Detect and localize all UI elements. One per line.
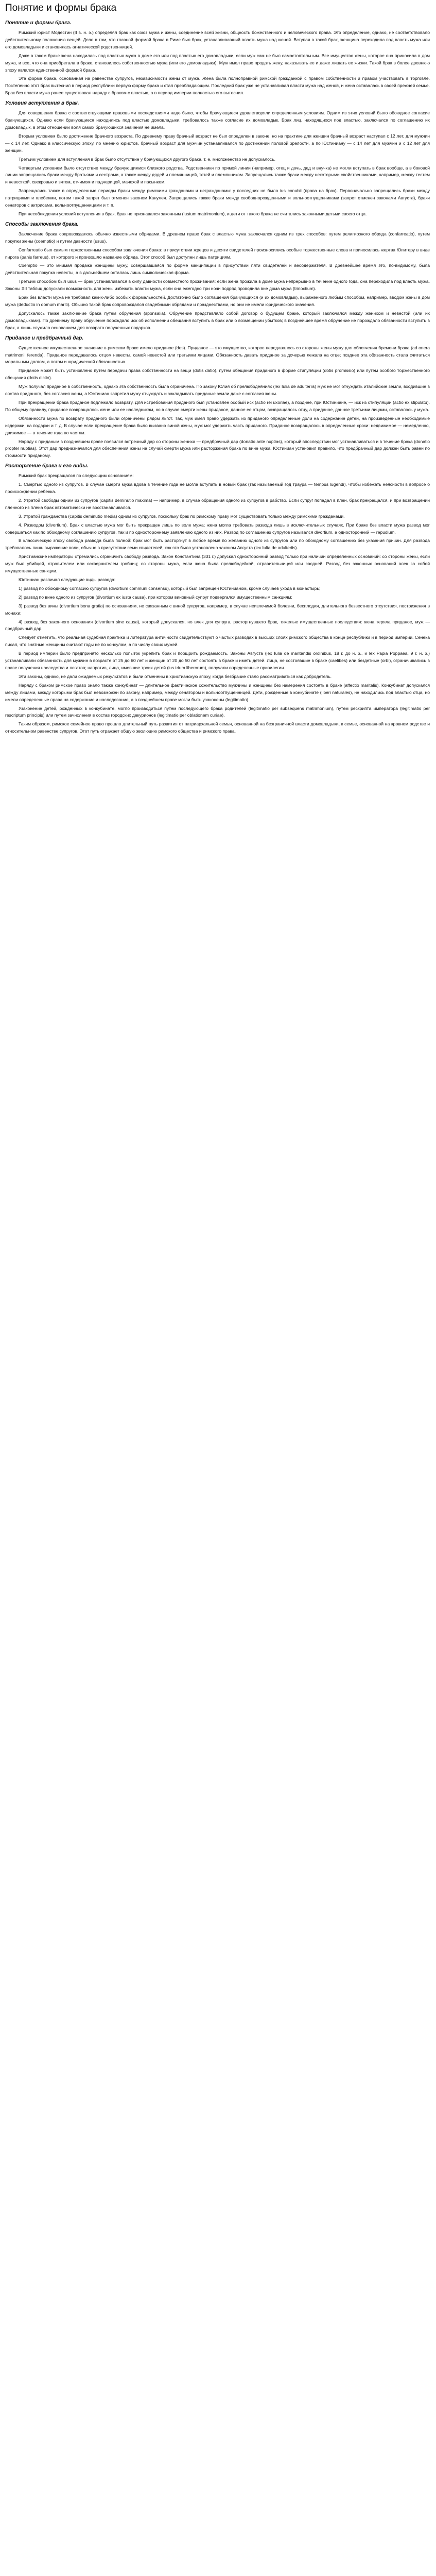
paragraph: 3. Утратой гражданства (capitis deminutio media) одним из супругов, поскольку брак по римскому праву мог существовать только между римскими гражданами. bbox=[19, 513, 345, 519]
paragraph: Coemptio — это мнимая продажа женщины мужу, совершавшаяся по форме манципации в присутствии пяти свидетелей и весодержателя. В древнейшее время это, по-видимому, была действительная покупка невесты, а в дальнейшем осталась лишь символическая форма. bbox=[5, 263, 430, 276]
section-heading: Условия вступления в брак. bbox=[5, 100, 79, 107]
paragraph: Узаконение детей, рожденных в конкубинате, могло производиться путем последующего брака родителей (legitimatio per subsequens matrimonium), путем рескрипта императора (legitimatio per rescriptum principis) или путем зачисления в состав городских декурионов (legitimatio per oblationem curiae). bbox=[5, 705, 430, 718]
paragraph: Следует отметить, что реальная судебная практика и литература античности свидетельствуют о частых разводах в высших слоях римского общества в конце республики и в период империи. Сенека писал, что знатные женщины считают годы не по консулам, а по числу своих мужей. bbox=[5, 635, 430, 648]
section-heading: Понятие и формы брака. bbox=[5, 20, 72, 26]
document bbox=[0, 0, 436, 742]
paragraph: 2) развод по вине одного из супругов (divortium ex iusta causa), при котором виновный супруг подвергался имущественным санкциям; bbox=[19, 594, 292, 600]
paragraph: Confarreatio был самым торжественным способом заключения брака: в присутствии жрецов и десяти свидетелей произносились особые торжественные слова и приносилась жертва Юпитеру в виде пирога (panis farreus), от которого и произошло название обряда. Этот способ был доступен лишь патрициям. bbox=[5, 247, 430, 260]
paragraph: 2. Утратой свободы одним из супругов (capitis deminutio maxima) — например, в случае обращения одного из супругов в рабство. Если супруг попадал в плен, брак прекращался, и при возвращении пленного из плена брак автоматически не восстанавливался. bbox=[5, 497, 430, 510]
paragraph: Приданое может быть установлено путем передачи права собственности на вещи (dotis datio), путем обещания приданого в форме стипуляции (dotis promissio) или путем особого торжественного обещания (dotis dictio). bbox=[5, 368, 430, 381]
paragraph: Третьим условием для вступления в брак было отсутствие у брачующихся другого брака, т. е. многоженство не допускалось. bbox=[19, 156, 276, 162]
paragraph: Обязанности мужа по возврату приданого были ограничены рядом льгот. Так, муж имел право удержать из приданого определенные доли на содержание детей, на произведенные необходимые издержки, на подарки и т. д. В случае если прекращение брака было вызвано виной жены, муж мог удержать часть приданого. Приданое возвращалось в определенные сроки: недвижимое — немедленно, движимое — в течение года по частям. bbox=[5, 415, 430, 435]
paragraph: Допускалось также заключение брака путем обручения (sponsalia). Обручение представляло собой договор о будущем браке, который заключался между женихом и невестой (или их домовладыками). По древнему праву обручение порождало иск об исполнении обещания вступить в брак или о возмещении убытков; в позднейшее время обручение не порождало обязанности вступить в брак, а лишь служило основанием для возврата полученных подарков. bbox=[5, 310, 430, 330]
section-conditions bbox=[5, 100, 430, 218]
section-methods bbox=[5, 221, 430, 332]
paragraph: Римский юрист Модестин (II в. н. э.) определял брак как союз мужа и жены, соединение всей жизни, общность божественного и человеческого права. Это определение, однако, не соответствовало действительному положению вещей. Дело в том, что главной формой брака в Риме был брак, устанавливавший власть мужа над женой. Вступая в такой брак, женщина переходила под власть мужа или его домовладыки и становилась агнатической родственницей. bbox=[5, 30, 430, 49]
paragraph: Христианские императоры стремились ограничить свободу развода. Закон Константина (331 г.) допускал односторонний развод только при наличии определенных оснований: со стороны жены, если муж был убийцей, отравителем или осквернителем гробниц; со стороны мужа, если жена была прелюбодейкой, отравительницей или сводней. Развод без законных оснований влек за собой имущественные санкции. bbox=[5, 554, 430, 574]
paragraph: Наряду с браком римское право знало также конкубинат — длительное фактическое сожительство мужчины и женщины без намерения состоять в браке (affectio maritalis). Конкубинат допускался между лицами, между которыми брак был невозможен по закону, например, между сенатором и вольноотпущенницей. Дети, рожденные в конкубинате (liberi naturales), не находились под властью отца, но имели определенные права на содержание и наследование, а в позднейшем праве могли быть узаконены (legitimatio). bbox=[5, 682, 430, 702]
paragraph: 4) развод без законного основания (divortium sine causa), который допускался, но влек для супруга, расторгнувшего брак, тяжелые имущественные последствия: жена теряла приданое, муж — предбрачный дар. bbox=[5, 619, 430, 632]
paragraph: В классическую эпоху свобода развода была полной: брак мог быть расторгнут в любое время по желанию одного из супругов или по обоюдному соглашению без указания причин. Для развода требовалось лишь выражение воли, обычно в присутствии семи свидетелей, как это было установлено законом Августа (lex Iulia de adulteriis). bbox=[5, 538, 430, 551]
paragraph: Юстиниан различал следующие виды развода: bbox=[19, 577, 116, 582]
section-dowry bbox=[5, 335, 430, 460]
page-title: Понятие и формы брака bbox=[5, 3, 117, 13]
paragraph: Наряду с приданым в позднейшем праве появился встречный дар со стороны жениха — предбрачный дар (donatio ante nuptias), который впоследствии мог устанавливаться и в течение брака (donatio propter nuptias). Этот дар предназначался для обеспечения жены на случай смерти мужа или расторжения брака по вине мужа. Юстиниан установил правило, что предбрачный дар должен быть равен по стоимости приданому. bbox=[5, 438, 430, 459]
paragraph: Таким образом, римское семейное право прошло длительный путь развития от патриархальной семьи, основанной на безграничной власти домовладыки, к семье, основанной на кровном родстве и относительном равенстве супругов. Этот путь отражает общую эволюцию римского общества и римского права. bbox=[5, 721, 430, 734]
paragraph: 4. Разводом (divortium). Брак с властью мужа мог быть прекращен лишь по воле мужа; жена могла требовать развода лишь в исключительных случаях. При браке без власти мужа развод мог совершаться как по обоюдному соглашению супругов, так и по одностороннему заявлению одного из них. Развод по соглашению супругов назывался divortium, а односторонний — repudium. bbox=[5, 522, 430, 535]
paragraph: В период империи было предпринято несколько попыток укрепить брак и поощрить рождаемость. Законы Августа (lex Iulia de maritandis ordinibus, 18 г. до н. э., и lex Papia Poppaea, 9 г. н. э.) устанавливали обязанность для мужчин в возрасте от 25 до 60 лет и женщин от 20 до 50 лет состоять в браке и иметь детей. Лица, не состоявшие в браке (caelibes) или бездетные (orbi), ограничивались в праве получения наследства и легатов; напротив, лица, имевшие троих детей (ius trium liberorum), получали определенные привилегии. bbox=[5, 651, 430, 670]
paragraph: При прекращении брака приданое подлежало возврату. Для истребования приданого был установлен особый иск (actio rei uxoriae), а позднее, при Юстиниане, — иск из стипуляции (actio ex stipulatu). По общему правилу, приданое возвращалось жене или ее наследникам, но в случае смерти жены приданое, данное ее отцом, возвращалось отцу, а приданое, данное третьими лицами, оставалось у мужа. bbox=[5, 399, 430, 412]
paragraph: Муж получал приданое в собственность, однако эта собственность была ограничена. По закону Юлия об прелюбодеяниях (lex Iulia de adulteriis) муж не мог отчуждать италийские земли, входившие в состав приданого, без согласия жены, а Юстиниан запретил мужу отчуждать и закладывать приданые земли даже с согласия жены. bbox=[5, 384, 430, 397]
paragraph: Запрещались также в определенные периоды браки между римскими гражданами и негражданами: у последних не было ius conubii (права на брак). Первоначально запрещались браки между патрициями и плебеями, потом такой запрет был отменен законом Канулея. Запрещались также браки между свободнорожденными и вольноотпущенниками (запрет отменен законами Августа), браки сенаторов с актрисами, вольноотпущенницами и т. п. bbox=[5, 188, 430, 208]
paragraph: 1) развод по обоюдному согласию супругов (divortium communi consensu), который был запрещен Юстинианом, кроме случаев ухода в монастырь; bbox=[19, 585, 321, 591]
paragraph: При несоблюдении условий вступления в брак, брак не признавался законным (iustum matrimonium), и дети от такого брака не считались законными детьми своего отца. bbox=[19, 211, 367, 216]
section-divorce bbox=[5, 463, 430, 735]
paragraph: Брак без власти мужа не требовал каких-либо особых формальностей. Достаточно было соглашения брачующихся (и их домовладык), выраженного любым способом, например, вводом жены в дом мужа (deductio in domum mariti). Обычно такой брак сопровождался свадебными обрядами и празднествами, но они не имели юридического значения. bbox=[5, 295, 430, 307]
paragraph: Вторым условием было достижение брачного возраста. По древнему праву брачный возраст не был определен в законе, но на практике для женщин брачный возраст наступал с 12 лет, для мужчин — с 14 лет. Однако в классическую эпоху, по мнению юристов, брачный возраст для мужчин устанавливался по достижении половой зрелости, а по Юстиниану — с 14 лет для мужчин и с 12 лет для женщин. bbox=[5, 133, 430, 153]
paragraph: Заключение брака сопровождалось обычно известными обрядами. В древнем праве брак с властью мужа заключался одним из трех способов: путем религиозного обряда (confarreatio), путем покупки жены (coemptio) и путем давности (usus). bbox=[5, 231, 430, 244]
paragraph: Четвертым условием было отсутствие между брачующимися близкого родства. Родственники по прямой линии (например, отец и дочь, дед и внучка) не могли вступать в брак вообще, а в боковой линии запрещались браки между братьями и сестрами, а также между дядей и племянницей, тетей и племянником. Запрещались также браки между некоторыми свойственниками, например, между тестем и невесткой, свекровью и зятем, отчимом и падчерицей, мачехой и пасынком. bbox=[5, 165, 430, 185]
paragraph: Даже в таком браке жена находилась под властью мужа в доме его или под властью его домовладыки, если муж сам не был самостоятельным. Все имущество жены, которое она приносила в дом мужа, и все, что она приобретала в браке, становилось собственностью мужа (или его домовладыки). Муж имел право продать жену, наказывать ее и даже лишать ее жизни. Такой брак в более древнюю эпоху являлся единственной формой брака. bbox=[5, 53, 430, 73]
paragraph: Для совершения брака с соответствующими правовыми последствиями надо было, чтобы брачующиеся удовлетворяли определенным условиям. Одним из этих условий было обоюдное согласие брачующихся. Однако если брачующиеся находились под властью домовладыки, требовалось также согласие их домовладык. Брак лиц, находящихся под властью, заключался по соглашению их домовладык, в этом отношении воля самих брачующихся значения не имела. bbox=[5, 110, 430, 130]
section-heading: Способы заключения брака. bbox=[5, 221, 79, 227]
paragraph: Эти законы, однако, не дали ожидаемых результатов и были отменены в христианскую эпоху, когда безбрачие стало рассматриваться как добродетель. bbox=[19, 673, 332, 679]
paragraph: Существенное имущественное значение в римском браке имело приданое (dos). Приданое — это имущество, которое передавалось со стороны жены мужу для облегчения бремени брака (ad onera matrimonii ferenda). Приданое передавалось отцом невесты, самой невестой или третьими лицами. Обязанность давать приданое за дочерью лежала на отце; позднее эта обязанность стала считаться моральным долгом, а потом и юридической обязанностью. bbox=[5, 345, 430, 365]
paragraph: Римский брак прекращался по следующим основаниям: bbox=[19, 473, 134, 479]
section-concept bbox=[5, 20, 430, 97]
section-heading: Расторжение брака и его виды. bbox=[5, 463, 89, 469]
paragraph: Эта форма брака, основанная на равенстве супругов, независимости жены от мужа. Жена была полноправной римской гражданкой с правом собственности и правом участвовать в торговле. Постепенно этот брак вытеснил в период республики первую форму брака и стал преобладающим. Последний брак уже не устанавливал власти мужа над женой, и жена оставалась в своей прежней семье. Брак без власти мужа ранее существовал наряду с браком с властью, а в период империи полностью его вытеснил. bbox=[5, 76, 430, 96]
paragraph: 1. Смертью одного из супругов. В случае смерти мужа вдова в течение года не могла вступать в новый брак (так называемый год траура — tempus lugendi), чтобы избежать неясности в вопросе о происхождении ребенка. bbox=[5, 482, 430, 495]
section-heading: Приданое и предбрачный дар. bbox=[5, 335, 84, 341]
paragraph: Третьим способом был usus — брак устанавливался в силу давности совместного проживания: если жена прожила в доме мужа непрерывно в течение одного года, она переходила под власть мужа. Законы XII таблиц допускали возможность для жены избежать власти мужа, если она ежегодно три ночи подряд проводила вне дома мужа (trinoctium). bbox=[5, 279, 430, 292]
paragraph: 3) развод без вины (divortium bona gratia) по основаниям, не связанным с виной супругов, например, в случае неизлечимой болезни, бесплодия, длительного безвестного отсутствия, пострижения в монахи; bbox=[5, 603, 430, 616]
